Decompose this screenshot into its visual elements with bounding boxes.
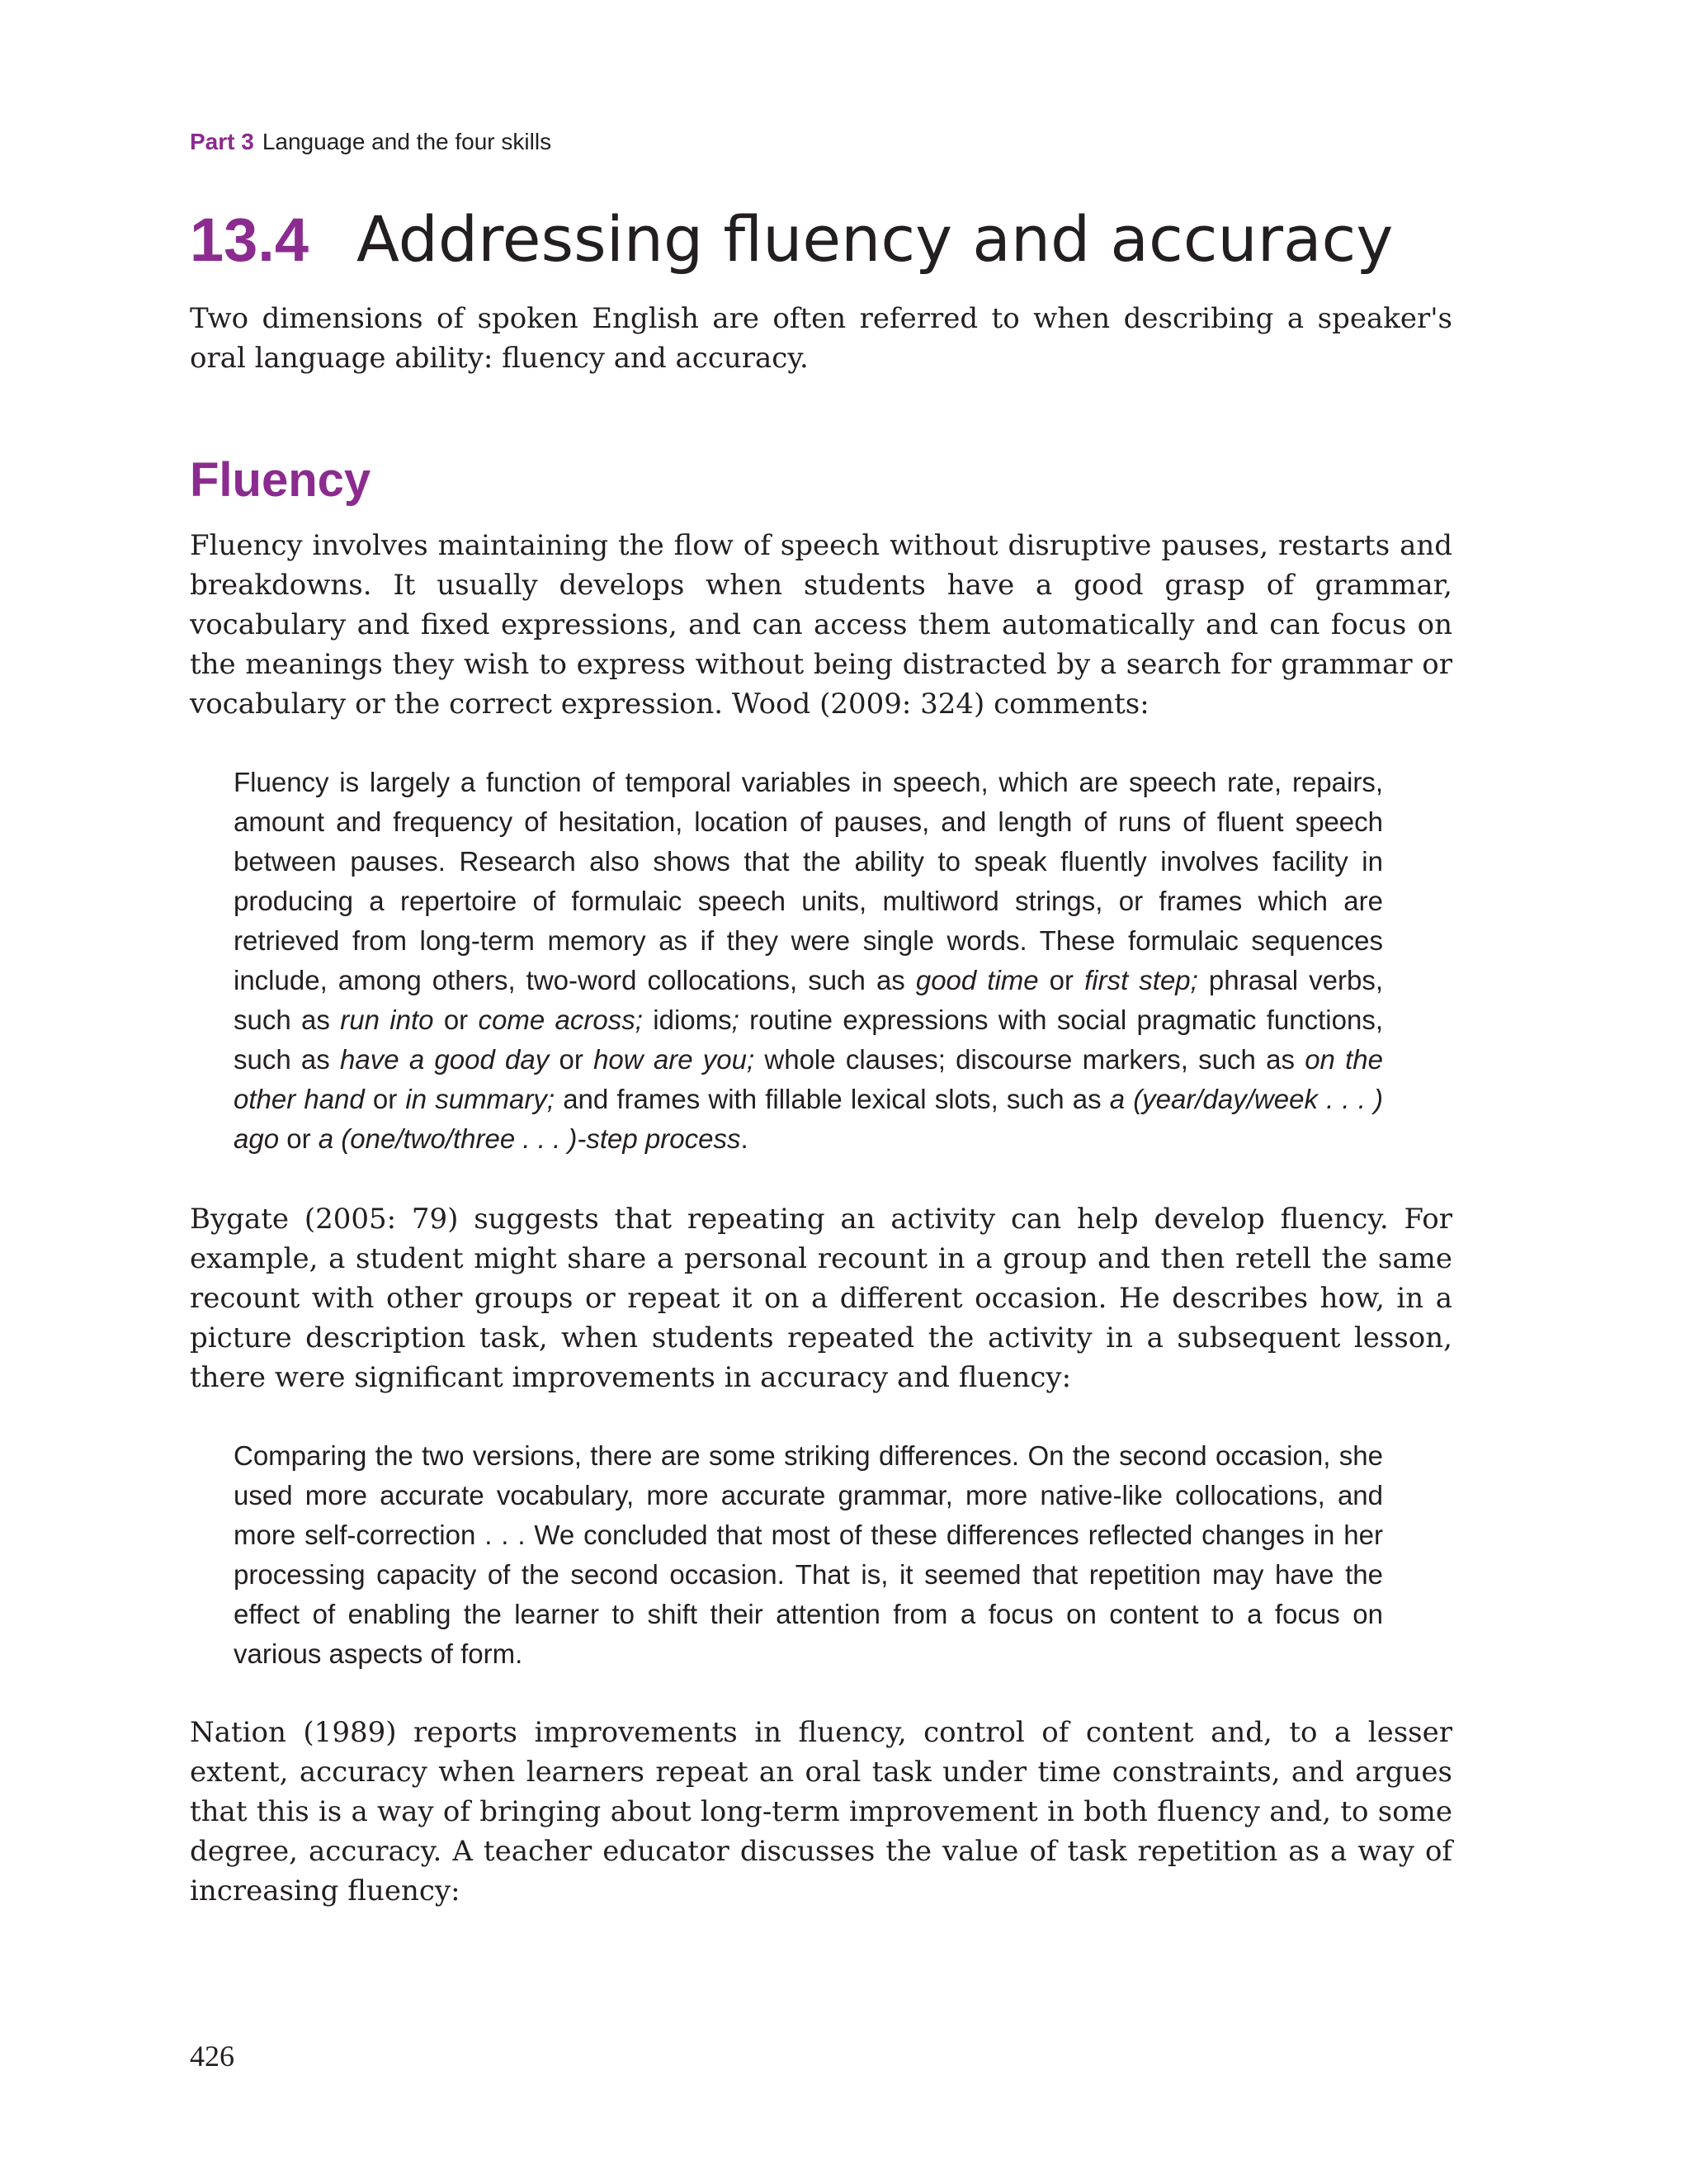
intro-paragraph: Two dimensions of spoken English are often referred to when describing a speaker's oral language ability: fluency and accuracy. — [190, 302, 1452, 375]
quote-text: or — [549, 1044, 594, 1075]
quote-text: and frames with fillable lexical slots, such as — [555, 1084, 1110, 1114]
quote-text: idioms — [642, 1005, 732, 1035]
quote-text: . — [740, 1123, 748, 1154]
quote-example: run into — [340, 1005, 434, 1035]
quote-example: a (one/two/three . . . )-step process — [318, 1123, 741, 1154]
quote-example: how are you; — [593, 1044, 755, 1075]
quote-text: or — [364, 1084, 406, 1114]
fluency-paragraph-3: Nation (1989) reports improvements in fluency, control of content and, to a lesser extent, accuracy when learners repeat an oral task under time constraints, and argues that this is a way of bringing about long-term improvement in both fluency and, to some degree, accuracy. A teacher educator discusses the value of task repetition as a way of increasing fluency: — [190, 1716, 1452, 1907]
page-number: 426 — [190, 2040, 234, 2073]
quote-text: whole clauses; discourse markers, such as — [754, 1044, 1305, 1075]
quote-example: a (year/day/week . . . ) ago — [234, 1084, 1383, 1154]
fluency-paragraph-2: Bygate (2005: 79) suggests that repeating an activity can help develop fluency. For example, a student might share a personal recount in a group and then retell the same recount with other groups or repeat it on a different occasion. He describes how, in a picture description task, when students repeated the activity in a subsequent lesson, there were significant improvements in accuracy and fluency: — [190, 1203, 1452, 1394]
section-number: 13.4 — [190, 206, 309, 274]
quote-example: in summary; — [405, 1084, 555, 1114]
quote-text: routine expressions with social pragmatic functions, such as — [234, 1005, 1383, 1075]
section-title: Addressing fluency and accuracy — [356, 202, 1394, 276]
quote-text: Fluency is largely a function of temporal variables in speech, which are speech rate, repairs, amount and frequency of hesitation, location of pauses, and length of runs of fluent speech between pauses. Research also shows that the ability to speak fluently involves facility in producing a repertoire of formulaic speech units, multiword strings, or frames which are retrieved from long-term memory as if they were single words. These formulaic sequences include, among others, two-word collocations, such as — [234, 767, 1383, 995]
quote-example: first step; — [1084, 965, 1198, 995]
quote-example: on the other hand — [234, 1044, 1383, 1114]
part-label: Part 3 — [190, 129, 254, 154]
quote-text: or — [1038, 965, 1085, 995]
quote-example: good time — [915, 965, 1039, 995]
quote-text: phrasal verbs, such as — [234, 965, 1384, 1035]
bygate-quote: Comparing the two versions, there are some striking differences. On the second occasion, she used more accurate vocabulary, more accurate grammar, more native-like collocations, and more self-correction . . . We concluded that most of these differences reflected changes in her processing capacity of the second occasion. That is, it seemed that repetition may have the effect of enabling the learner to shift their attention from a focus on content to a focus on various aspects of form. — [234, 1440, 1383, 1669]
section-heading — [190, 202, 1394, 276]
running-header — [190, 129, 551, 155]
fluency-heading: Fluency — [190, 453, 371, 507]
part-title: Language and the four skills — [262, 129, 552, 154]
fluency-paragraph-1: Fluency involves maintaining the flow of speech without disruptive pauses, restarts and breakdowns. It usually develops when students have a good grasp of grammar, vocabulary and fixed expressions, and can access them automatically and can focus on the meanings they wish to express without being distracted by a search for grammar or vocabulary or the correct expression. Wood (2009: 324) comments: — [190, 529, 1452, 721]
quote-example: come across; — [478, 1005, 643, 1035]
quote-example: have a good day — [340, 1044, 550, 1075]
wood-quote — [234, 763, 1383, 1159]
quote-text: or — [433, 1005, 479, 1035]
quote-example: ; — [731, 1005, 739, 1035]
quote-text: or — [279, 1123, 319, 1154]
